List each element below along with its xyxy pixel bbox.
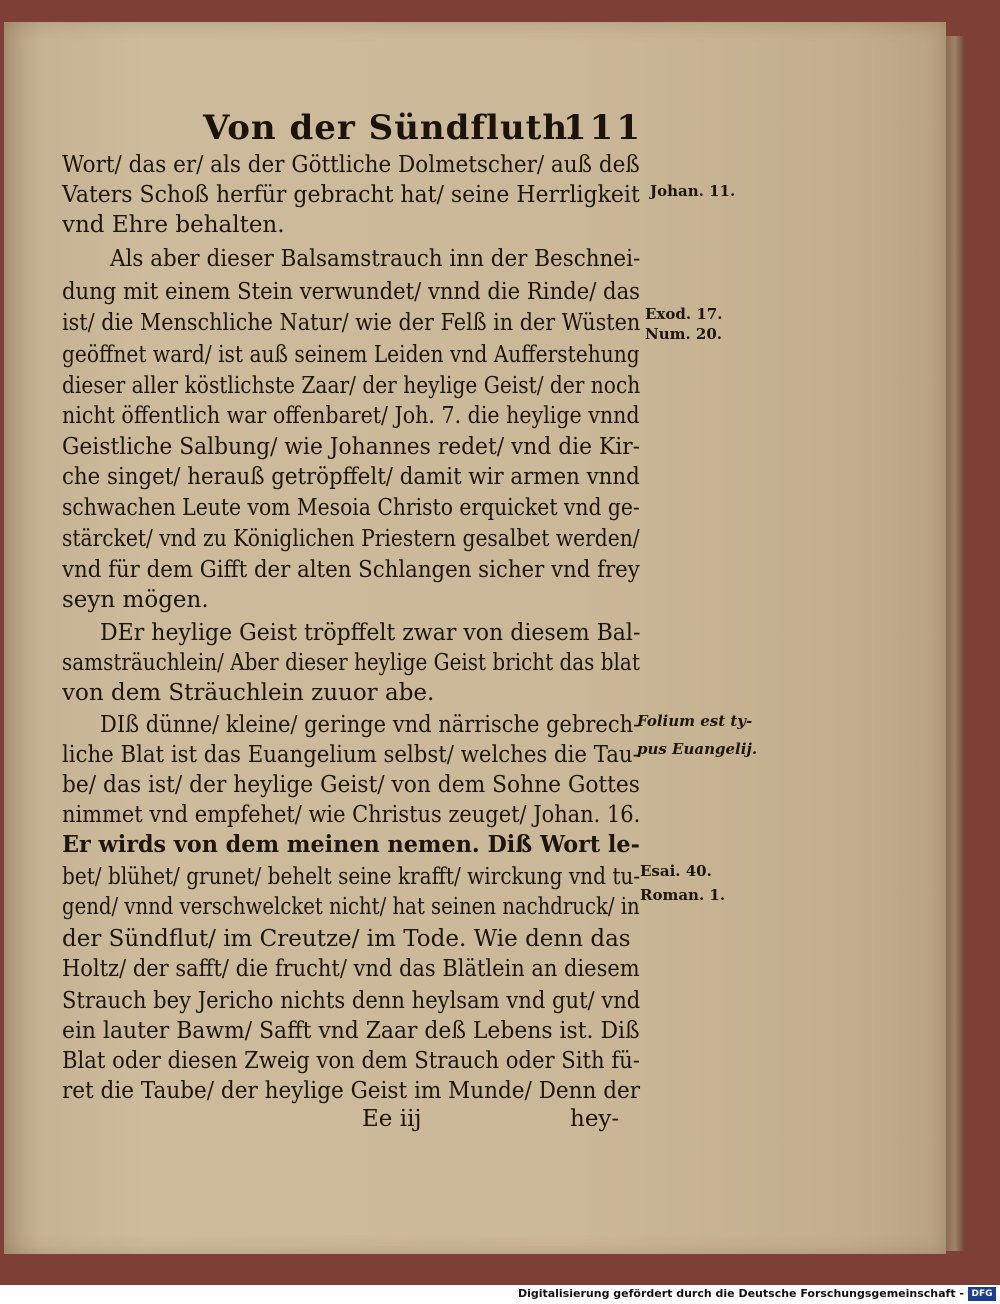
signature-mark: Ee iij [362,1106,422,1132]
text-line: stärcket/ vnd zu Königlichen Priestern gesalbet werden/ [62,526,640,552]
text-line: dung mit einem Stein verwundet/ vnnd die Rinde/ das [62,279,641,305]
margin-note: Roman. 1. [640,886,726,904]
text-line: samsträuchlein/ Aber dieser heylige Geist bricht das blat [62,650,640,676]
margin-note: Folium est ty- [637,712,753,730]
text-line: Strauch bey Jericho nichts denn heylsam vnd gut/ vnd [62,988,641,1014]
text-line: Blat oder diesen Zweig von dem Strauch oder Sith fü- [62,1048,640,1074]
text-line: vnd Ehre behalten. [62,212,285,238]
text-line: gend/ vnnd verschwelcket nicht/ hat seinen nachdruck/ in [62,894,640,920]
text-line: der Sündflut/ im Creutze/ im Tode. Wie denn das [62,926,631,952]
text-line: liche Blat ist das Euangelium selbst/ welches die Tau- [62,742,640,768]
page-number: 111 [563,108,643,148]
text-line: bet/ blühet/ grunet/ behelt seine krafft/ wirckung vnd tu- [62,864,641,890]
text-line: seyn mögen. [62,587,209,613]
text-line: geöffnet ward/ ist auß seinem Leiden vnd Aufferstehung [62,342,640,368]
text-line: schwachen Leute vom Mesoia Christo erquicket vnd ge- [62,495,640,521]
text-line-emphasis: Er wirds von dem meinen nemen. Diß Wort le- [62,831,640,858]
header-title: Von der Sündfluth. [203,108,581,148]
text-line: che singet/ herauß getröpffelt/ damit wir armen vnnd [62,464,640,490]
dfg-logo: DFG [968,1287,996,1301]
page-edge [946,36,964,1251]
text-line: ein lauter Bawm/ Safft vnd Zaar deß Lebens ist. Diß [62,1018,640,1044]
margin-note: Num. 20. [645,325,723,343]
text-line: be/ das ist/ der heylige Geist/ von dem Sohne Gottes [62,772,640,798]
margin-note: Exod. 17. [645,305,723,323]
text-line: DEr heylige Geist tröpffelt zwar von diesem Bal- [100,620,641,646]
text-line: vnd für dem Gifft der alten Schlangen sicher vnd frey [62,557,640,583]
footer-credit: Digitalisierung gefördert durch die Deutsche Forschungsgemeinschaft - [517,1287,964,1300]
margin-note: pus Euangelij. [637,740,758,758]
text-line: DIß dünne/ kleine/ geringe vnd närrische gebrech- [100,712,641,738]
text-line: Geistliche Salbung/ wie Johannes redet/ vnd die Kir- [62,434,640,460]
text-line: ret die Taube/ der heylige Geist im Munde/ Denn der [62,1078,641,1104]
catchword: hey- [570,1106,620,1132]
text-line: Wort/ das er/ als der Göttliche Dolmetscher/ auß deß [62,152,640,178]
text-line: nimmet vnd empfehet/ wie Christus zeuget/ Johan. 16. [62,802,641,828]
text-line: nicht öffentlich war offenbaret/ Joh. 7. die heylige vnnd [62,403,640,429]
text-line: Vaters Schoß herfür gebracht hat/ seine Herrligkeit [62,182,640,208]
text-line: dieser aller köstlichste Zaar/ der heylige Geist/ der noch [62,373,641,399]
footer-bar [0,1285,1000,1304]
margin-note: Johan. 11. [650,182,736,200]
text-line: von dem Sträuchlein zuuor abe. [62,680,435,706]
margin-note: Esai. 40. [640,862,712,880]
text-line: ist/ die Menschliche Natur/ wie der Felß in der Wüsten [62,310,641,336]
text-line: Als aber dieser Balsamstrauch inn der Beschnei- [110,246,641,272]
text-line: Holtz/ der safft/ die frucht/ vnd das Blätlein an diesem [62,956,640,982]
